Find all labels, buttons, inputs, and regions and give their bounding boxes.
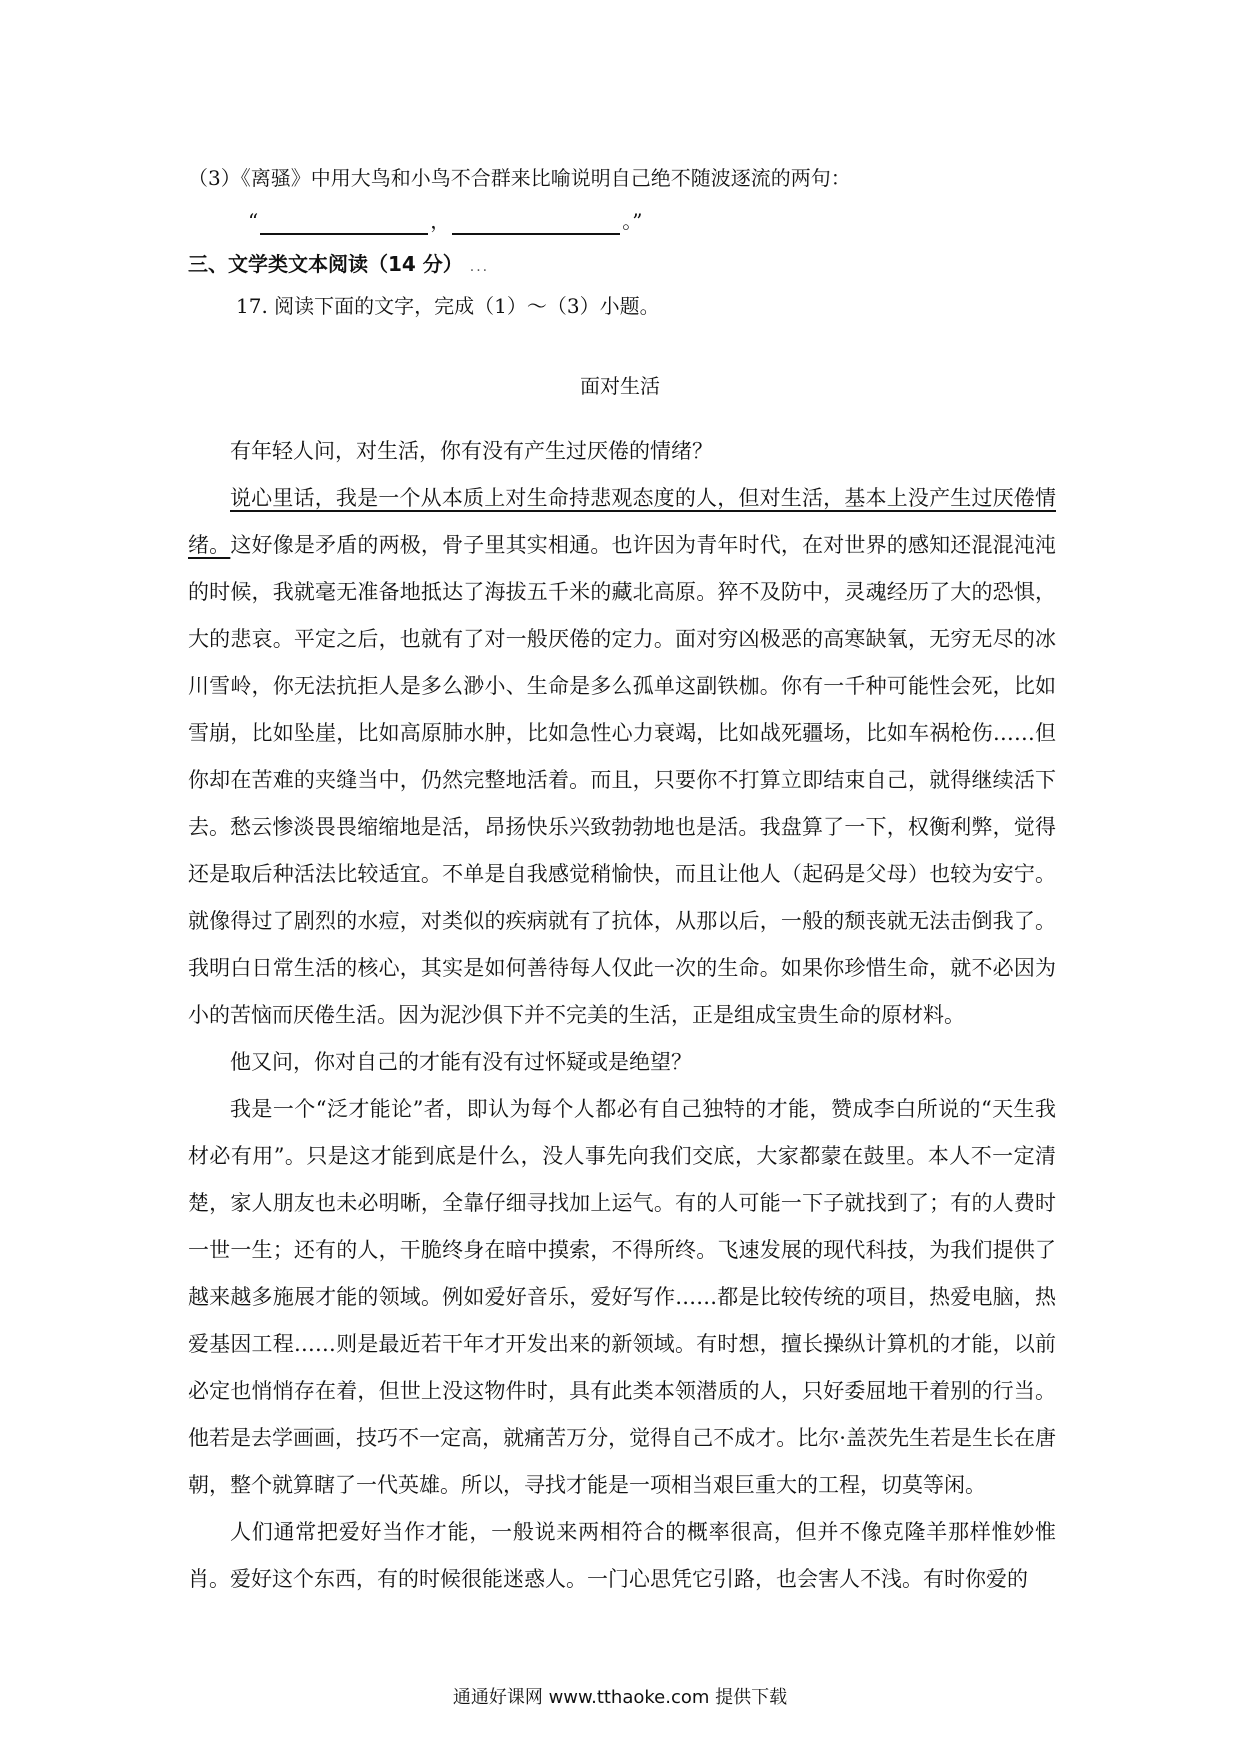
paragraph-2-rest: 这好像是矛盾的两极，骨子里其实相通。也许因为青年时代，在对世界的感知还混混沌沌的时候，我就毫无准备地抵达了海拔五千米的藏北高原。猝不及防中，灵魂经历了大的恐惧，大的悲哀。平定之后，也就有了对一般厌倦的定力。面对穷凶极恶的高寒缺氧，无穷无尽的冰川雪岭，你无法抗拒人是多么渺小、生命是多么孤单这副铁枷。你有一千种可能性会死，比如雪崩，比如坠崖，比如高原肺水肿，比如急性心力衰竭，比如战死疆场，比如车祸枪伤……但你却在苦难的夹缝当中，仍然完整地活着。而且，只要你不打算立即结束自己，就得继续活下去。 (188, 533, 1057, 839)
question-3-prompt: （3）《离骚》中用大鸟和小鸟不合群来比喻说明自己绝不随波逐流的两句： (188, 166, 851, 190)
paragraph-2 (188, 475, 1056, 851)
paragraph-1: 有年轻人问，对生活，你有没有产生过厌倦的情绪？ (230, 439, 713, 463)
blank-2[interactable] (452, 211, 620, 235)
fill-in-blanks (248, 207, 642, 235)
underlined-sentence: 说心里话，我是一个从本质上对生命持悲观态度的人，但对生活，基本上没产生过厌倦情绪。 (188, 486, 1056, 557)
page-footer: 通通好课网 www.tthaoke.com 提供下载 (452, 1687, 788, 1708)
paragraph-6: 人们通常把爱好当作才能，一般说来两相符合的概率很高，但并不像克隆羊那样惟妙惟肖。爱好这个东西，有的时候很能迷惑人。一门心思凭它引路，也会害人不浅。有时你爱的 (188, 1520, 1056, 1591)
blank-1[interactable] (260, 211, 428, 235)
paragraph-5: 我是一个“泛才能论”者，即认为每个人都必有自己独特的才能，赞成李白所说的“天生我材必有用”。只是这才能到底是什么，没人事先向我们交底，大家都蒙在鼓里。本人不一定清楚，家人朋友也未必明晰，全靠仔细寻找加上运气。有的人可能一下子就找到了；有的人费时一世一生；还有的人，干脆终身在暗中摸索，不得所终。飞速发展的现代科技，为我们提供了越来越多施展才能的领域。例如爱好音乐，爱好写作……都是比较传统的项目，热爱电脑，热爱基因工程……则是最近若干年才开发出来的新领域。有时想，擅长操纵计算机的才能，以前必定也悄悄存在着，但世上没这物件时，具有此类本领潜质的人，只好委屈地干着别的行当。他若是去学画画，技巧不一定高，就痛苦万分，觉得自己不成才。比尔·盖茨先生若是生长在唐朝，整个就算瞎了一代英雄。所以，寻找才能是一项相当艰巨重大的工程，切莫等闲。 (188, 1097, 1056, 1497)
blank-separator: ， (430, 209, 451, 233)
section-heading (188, 250, 489, 281)
article-title: 面对生活 (580, 374, 660, 398)
section-heading-text: 三、文学类文本阅读（14 分） (188, 252, 463, 276)
paragraph-4: 他又问，你对自己的才能有没有过怀疑或是绝望？ (230, 1050, 692, 1074)
close-quote: 。” (622, 209, 643, 233)
question-17-prompt: 17. 阅读下面的文字，完成（1）～（3）小题。 (236, 294, 660, 318)
open-quote: “ (248, 209, 259, 233)
section-dots: ... (469, 259, 490, 275)
paragraph-3: 愁云惨淡畏畏缩缩地是活，昂扬快乐兴致勃勃地也是活。我盘算了一下，权衡利弊，觉得还是取后种活法比较适宜。不单是自我感觉稍愉快，而且让他人（起码是父母）也较为安宁。就像得过了剧烈的水痘，对类似的疾病就有了抗体，从那以后，一般的颓丧就无法击倒我了。我明白日常生活的核心，其实是如何善待每人仅此一次的生命。如果你珍惜生命，就不必因为小的苦恼而厌倦生活。因为泥沙俱下并不完美的生活，正是组成宝贵生命的原材料。 (188, 815, 1056, 1027)
